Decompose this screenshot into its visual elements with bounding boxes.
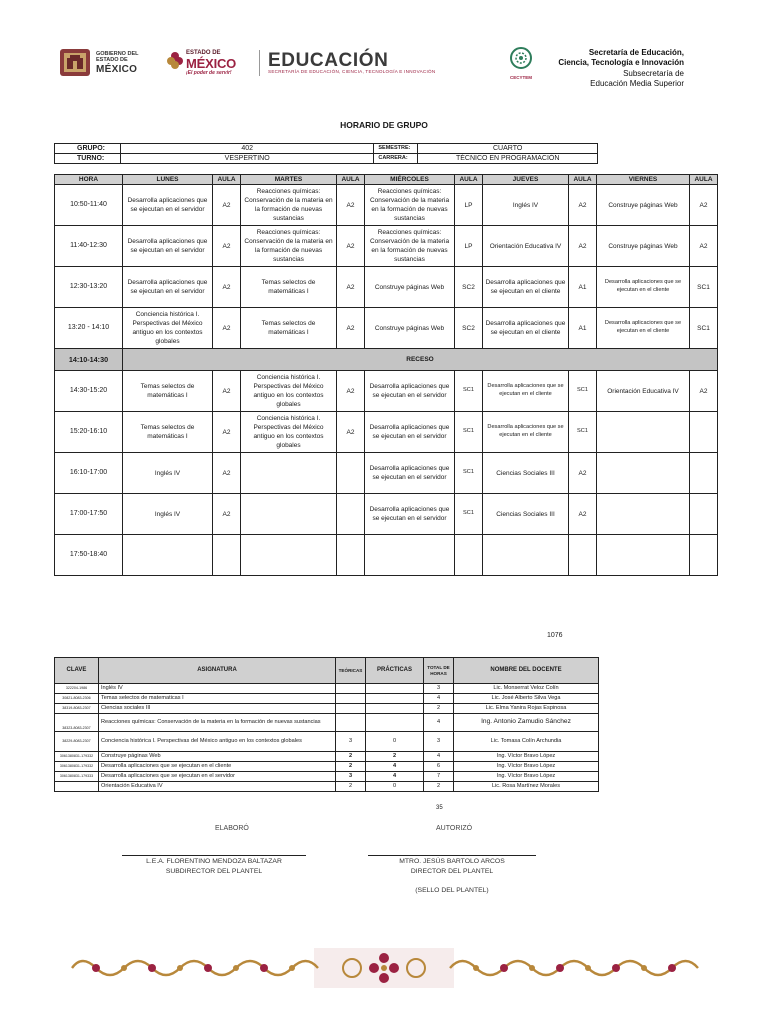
schedule-cell: Desarrolla aplicaciones que se ejecutan en el cliente [483, 267, 569, 308]
schedule-aula [569, 535, 597, 576]
schedule-cell: Conciencia histórica I. Perspectivas del México antiguo en los contextos globales [241, 371, 337, 412]
schedule-cell: Reacciones químicas: Conservación de la materia en la formación de nuevas sustancias [365, 185, 455, 226]
col-aula-viernes: AULA [690, 175, 718, 185]
schedule-aula: A2 [337, 308, 365, 349]
subject-total: 6 [424, 762, 454, 772]
educacion-title: EDUCACIÓN [268, 50, 389, 71]
autorizo-signature-line [368, 855, 536, 856]
schedule-cell [241, 453, 337, 494]
schedule-aula: SC1 [455, 371, 483, 412]
schedule-aula: LP [455, 185, 483, 226]
schedule-cell: Reacciones químicas: Conservación de la materia en la formación de nuevas sustancias [241, 185, 337, 226]
subject-total: 7 [424, 772, 454, 782]
subject-docente: Lic. José Alberto Silva Vega [454, 694, 599, 704]
schedule-cell: Conciencia histórica I. Perspectivas del México antiguo en los contextos globales [241, 412, 337, 453]
subject-practicas [366, 714, 424, 732]
schedule-cell: Inglés IV [123, 494, 213, 535]
elaboro-signature-line [122, 855, 306, 856]
subjects-header-row [55, 658, 599, 684]
subject-asignatura: Ciencias sociales III [99, 704, 336, 714]
schedule-hora: 11:40-12:30 [55, 226, 123, 267]
schedule-aula: SC1 [690, 267, 718, 308]
subsecretaria-line2: Educación Media Superior [590, 79, 684, 89]
schedule-row [55, 412, 718, 453]
col-asignatura: ASIGNATURA [99, 658, 336, 684]
schedule-cell: Construye páginas Web [597, 185, 690, 226]
schedule-row [55, 371, 718, 412]
schedule-aula: A2 [213, 412, 241, 453]
schedule-cell [241, 494, 337, 535]
schedule-table [54, 174, 718, 576]
subject-practicas: 0 [366, 732, 424, 752]
schedule-aula [690, 453, 718, 494]
estado-text [186, 50, 236, 76]
schedule-cell: Orientación Educativa IV [483, 226, 569, 267]
schedule-cell: Desarrolla aplicaciones que se ejecutan en el servidor [123, 226, 213, 267]
schedule-aula: A2 [337, 226, 365, 267]
schedule-aula: SC1 [569, 412, 597, 453]
schedule-cell [483, 535, 569, 576]
subject-docente: Ing. Antonio Zamudio Sánchez [454, 714, 599, 732]
subject-teoricas: 2 [336, 782, 366, 792]
autorizo-block [368, 857, 536, 877]
elaboro-name: L.E.A. FLORENTINO MENDOZA BALTAZAR [146, 858, 282, 865]
subject-row [55, 684, 599, 694]
subject-clave: 322204-1986 [55, 684, 99, 694]
schedule-hora: 17:50-18:40 [55, 535, 123, 576]
col-aula-miercoles: AULA [455, 175, 483, 185]
subject-practicas [366, 684, 424, 694]
schedule-cell: Ciencias Sociales III [483, 494, 569, 535]
subject-teoricas [336, 684, 366, 694]
subject-practicas: 0 [366, 782, 424, 792]
schedule-aula [337, 535, 365, 576]
subject-asignatura: Inglés IV [99, 684, 336, 694]
schedule-row [55, 185, 718, 226]
schedule-cell: Reacciones químicas: Conservación de la materia en la formación de nuevas sustancias [241, 226, 337, 267]
document-header [0, 0, 768, 100]
schedule-cell: Ciencias Sociales III [483, 453, 569, 494]
subject-row [55, 694, 599, 704]
schedule-cell: Desarrolla aplicaciones que se ejecutan en el cliente [483, 371, 569, 412]
schedule-cell [241, 535, 337, 576]
subject-total: 4 [424, 714, 454, 732]
schedule-cell: Construye páginas Web [365, 267, 455, 308]
schedule-aula: A2 [337, 267, 365, 308]
schedule-cell: Conciencia histórica I. Perspectivas del México antiguo en los contextos globales [123, 308, 213, 349]
group-info-row-2 [55, 154, 598, 164]
estado-label: ESTADO DE [186, 50, 221, 56]
estado-name: MÉXICO [186, 55, 237, 71]
subject-total: 2 [424, 704, 454, 714]
autorizo-role: DIRECTOR DEL PLANTEL [410, 868, 494, 876]
schedule-cell: Orientación Educativa IV [597, 371, 690, 412]
subject-total: 3 [424, 684, 454, 694]
schedule-cell: Desarrolla aplicaciones que se ejecutan en el cliente [483, 412, 569, 453]
schedule-aula [690, 535, 718, 576]
schedule-cell: Desarrolla aplicaciones que se ejecutan en el servidor [365, 412, 455, 453]
schedule-row [55, 494, 718, 535]
subject-practicas [366, 694, 424, 704]
subject-practicas [366, 704, 424, 714]
schedule-row [55, 226, 718, 267]
schedule-cell: Desarrolla aplicaciones que se ejecutan en el servidor [123, 185, 213, 226]
sello-label: (SELLO DEL PLANTEL) [415, 887, 489, 894]
subject-docente: Ing. Víctor Bravo López [454, 762, 599, 772]
schedule-aula: SC2 [455, 267, 483, 308]
subject-row [55, 772, 599, 782]
subject-docente: Lic. Tomasa Colín Archundia [454, 732, 599, 752]
subject-total: 4 [424, 752, 454, 762]
schedule-cell: Desarrolla aplicaciones que se ejecutan en el servidor [365, 494, 455, 535]
schedule-row [55, 267, 718, 308]
col-practicas: PRÁCTICAS [366, 658, 424, 684]
flower-icon [166, 50, 184, 70]
secretaria-line2: Ciencia, Tecnología e Innovación [558, 58, 684, 68]
elaboro-label: ELABORÓ [215, 825, 249, 832]
schedule-aula: SC1 [569, 371, 597, 412]
schedule-cell: Desarrolla aplicaciones que se ejecutan en el servidor [365, 371, 455, 412]
schedule-aula: A2 [337, 371, 365, 412]
schedule-cell: Desarrolla aplicaciones que se ejecutan en el cliente [597, 308, 690, 349]
col-total-horas: TOTAL DE HORAS [424, 658, 454, 684]
subject-docente: Ing. Víctor Bravo López [454, 752, 599, 762]
schedule-aula: SC1 [690, 308, 718, 349]
subject-row [55, 762, 599, 772]
schedule-aula [337, 453, 365, 494]
col-docente: NOMBRE DEL DOCENTE [454, 658, 599, 684]
col-aula-martes: AULA [337, 175, 365, 185]
subject-clave: 3061380831-179332 [55, 762, 99, 772]
schedule-hora: 14:30-15:20 [55, 371, 123, 412]
subject-row [55, 714, 599, 732]
estado-de-mexico-logo [166, 46, 252, 78]
decorative-ornament-border [66, 948, 702, 988]
grupo-label: GRUPO: [55, 144, 121, 154]
schedule-aula: SC1 [455, 453, 483, 494]
secretaria-line1: Secretaría de Educación, [588, 48, 684, 57]
subject-clave: 38229-8083-2307 [55, 732, 99, 752]
group-info-row-1 [55, 144, 598, 154]
subject-docente: Lic. Elma Yanira Rojas Espinosa [454, 704, 599, 714]
schedule-hora: 17:00-17:50 [55, 494, 123, 535]
turno-label: TURNO: [55, 154, 121, 164]
gobierno-text [96, 51, 166, 75]
subject-teoricas [336, 714, 366, 732]
schedule-cell: Temas selectos de matemáticas I [123, 412, 213, 453]
educacion-subtitle: SECRETARÍA DE EDUCACIÓN, CIENCIA, TECNOLOGÍA E INNOVACIÓN [268, 69, 436, 74]
subject-asignatura: Construye páginas Web [99, 752, 336, 762]
schedule-aula: A2 [213, 371, 241, 412]
subject-teoricas [336, 704, 366, 714]
schedule-aula: A2 [213, 185, 241, 226]
schedule-cell [597, 494, 690, 535]
col-teoricas: TEÓRICAS [336, 658, 366, 684]
subject-clave: 38319-8083-2307 [55, 704, 99, 714]
schedule-aula: A1 [569, 267, 597, 308]
subject-docente: Lic. Monserrat Veloz Colín [454, 684, 599, 694]
receso-row [55, 349, 718, 371]
schedule-aula [690, 494, 718, 535]
schedule-hora: 10:50-11:40 [55, 185, 123, 226]
subjects-table [54, 657, 599, 792]
subject-practicas: 4 [366, 772, 424, 782]
receso-hora: 14:10-14:30 [55, 349, 123, 371]
schedule-hora: 13:20 - 14:10 [55, 308, 123, 349]
document-title: HORARIO DE GRUPO [340, 120, 428, 130]
schedule-aula: A2 [690, 371, 718, 412]
cecytem-logo [503, 46, 539, 78]
turno-value: VESPERTINO [120, 154, 373, 164]
col-martes: MARTES [241, 175, 337, 185]
schedule-cell: Desarrolla aplicaciones que se ejecutan en el cliente [483, 308, 569, 349]
col-aula-lunes: AULA [213, 175, 241, 185]
carrera-value: TÉCNICO EN PROGRAMACIÓN [418, 154, 598, 164]
subject-asignatura: Desarrolla aplicaciones que se ejecutan en el cliente [99, 762, 336, 772]
subject-asignatura: Desarrolla aplicaciones que se ejecutan en el servidor [99, 772, 336, 782]
cecytem-emblem-icon [503, 46, 539, 70]
schedule-aula: A2 [213, 453, 241, 494]
semestre-value: CUARTO [418, 144, 598, 154]
col-aula-jueves: AULA [569, 175, 597, 185]
schedule-cell [597, 535, 690, 576]
gobierno-line1: GOBIERNO DEL [96, 51, 139, 57]
subject-asignatura: Reacciones químicas: Conservación de la materia en la formación de nuevas sustancias [99, 714, 336, 732]
col-jueves: JUEVES [483, 175, 569, 185]
col-miercoles: MIÉRCOLES [365, 175, 455, 185]
schedule-aula: A2 [569, 226, 597, 267]
schedule-cell: Reacciones químicas: Conservación de la materia en la formación de nuevas sustancias [365, 226, 455, 267]
schedule-aula [337, 494, 365, 535]
schedule-cell: Desarrolla aplicaciones que se ejecutan en el cliente [597, 267, 690, 308]
subject-total: 3 [424, 732, 454, 752]
schedule-aula [455, 535, 483, 576]
subject-asignatura: Temas selectos de matematicas I [99, 694, 336, 704]
schedule-aula: A2 [213, 267, 241, 308]
subject-docente: Ing. Víctor Bravo López [454, 772, 599, 782]
autorizo-name: MTRO. JESÚS BARTOLO ARCOS [399, 858, 505, 865]
estado-slogan: ¡El poder de servir! [186, 69, 232, 76]
subject-teoricas [336, 694, 366, 704]
subject-clave [55, 782, 99, 792]
subject-row [55, 752, 599, 762]
schedule-row [55, 453, 718, 494]
schedule-aula: A2 [213, 308, 241, 349]
subject-row [55, 732, 599, 752]
schedule-cell: Desarrolla aplicaciones que se ejecutan en el servidor [365, 453, 455, 494]
schedule-cell [597, 453, 690, 494]
subject-total: 4 [424, 694, 454, 704]
schedule-aula [213, 535, 241, 576]
semestre-label: SEMESTRE: [374, 144, 418, 154]
count-number: 1076 [547, 632, 563, 639]
elaboro-role: SUBDIRECTOR DEL PLANTEL [165, 868, 263, 876]
subject-asignatura: Orientación Educativa IV [99, 782, 336, 792]
subject-total: 2 [424, 782, 454, 792]
subject-clave: 3061380831-179333 [55, 772, 99, 782]
subject-teoricas: 3 [336, 772, 366, 782]
schedule-cell: Construye páginas Web [365, 308, 455, 349]
schedule-cell: Temas selectos de matemáticas I [241, 308, 337, 349]
schedule-aula [690, 412, 718, 453]
schedule-cell: Temas selectos de matemáticas I [123, 371, 213, 412]
subject-teoricas: 2 [336, 762, 366, 772]
schedule-header-row [55, 175, 718, 185]
schedule-aula: A2 [569, 185, 597, 226]
schedule-aula: A2 [569, 494, 597, 535]
schedule-hora: 12:30-13:20 [55, 267, 123, 308]
subject-clave: 38323-8083-2307 [55, 714, 99, 732]
schedule-cell: Inglés IV [483, 185, 569, 226]
schedule-aula: SC2 [455, 308, 483, 349]
elaboro-block [122, 857, 306, 877]
secretaria-block [558, 48, 684, 90]
schedule-aula: A2 [213, 494, 241, 535]
schedule-cell: Construye páginas Web [597, 226, 690, 267]
total-hours: 35 [436, 805, 443, 811]
subject-practicas: 4 [366, 762, 424, 772]
receso-label: RECESO [123, 349, 718, 371]
col-lunes: LUNES [123, 175, 213, 185]
schedule-aula: A2 [337, 185, 365, 226]
subject-row [55, 704, 599, 714]
schedule-aula: A2 [690, 226, 718, 267]
schedule-cell [123, 535, 213, 576]
group-info-table [54, 143, 598, 164]
gobierno-line2: ESTADO DE [96, 57, 128, 64]
schedule-row [55, 535, 718, 576]
col-hora: HORA [55, 175, 123, 185]
grupo-value: 402 [120, 144, 373, 154]
carrera-label: CARRERA: [374, 154, 418, 164]
schedule-aula: LP [455, 226, 483, 267]
subject-docente: Lic. Rosa Martínez Morales [454, 782, 599, 792]
schedule-cell: Desarrolla aplicaciones que se ejecutan en el servidor [123, 267, 213, 308]
schedule-cell: Temas selectos de matemáticas I [241, 267, 337, 308]
schedule-aula: SC1 [455, 412, 483, 453]
coat-of-arms-icon [58, 46, 92, 78]
schedule-cell [597, 412, 690, 453]
autorizo-label: AUTORIZÓ [436, 825, 473, 832]
subsecretaria-line1: Subsecretaría de [623, 68, 684, 78]
schedule-hora: 16:10-17:00 [55, 453, 123, 494]
schedule-row [55, 308, 718, 349]
subject-teoricas: 3 [336, 732, 366, 752]
subject-row [55, 782, 599, 792]
schedule-aula: A2 [337, 412, 365, 453]
schedule-hora: 15:20-16:10 [55, 412, 123, 453]
subject-clave: 30821-8083-2306 [55, 694, 99, 704]
subject-asignatura: Conciencia histórica I. Perspectivas del México antiguo en los contextos globales [99, 732, 336, 752]
ornament-pattern [72, 953, 698, 983]
schedule-aula: SC1 [455, 494, 483, 535]
subject-teoricas: 2 [336, 752, 366, 762]
schedule-cell: Inglés IV [123, 453, 213, 494]
col-clave: CLAVE [55, 658, 99, 684]
cecytem-label: CECYTEM [509, 75, 532, 80]
schedule-aula: A2 [213, 226, 241, 267]
subject-clave: 3061380831-179332 [55, 752, 99, 762]
schedule-cell [365, 535, 455, 576]
gobierno-estado-mexico-logo [58, 46, 162, 78]
schedule-aula: A1 [569, 308, 597, 349]
gobierno-line3: MÉXICO [96, 63, 138, 75]
schedule-aula: A2 [569, 453, 597, 494]
schedule-aula: A2 [690, 185, 718, 226]
subject-practicas: 2 [366, 752, 424, 762]
col-viernes: VIERNES [597, 175, 690, 185]
header-divider [259, 50, 260, 76]
